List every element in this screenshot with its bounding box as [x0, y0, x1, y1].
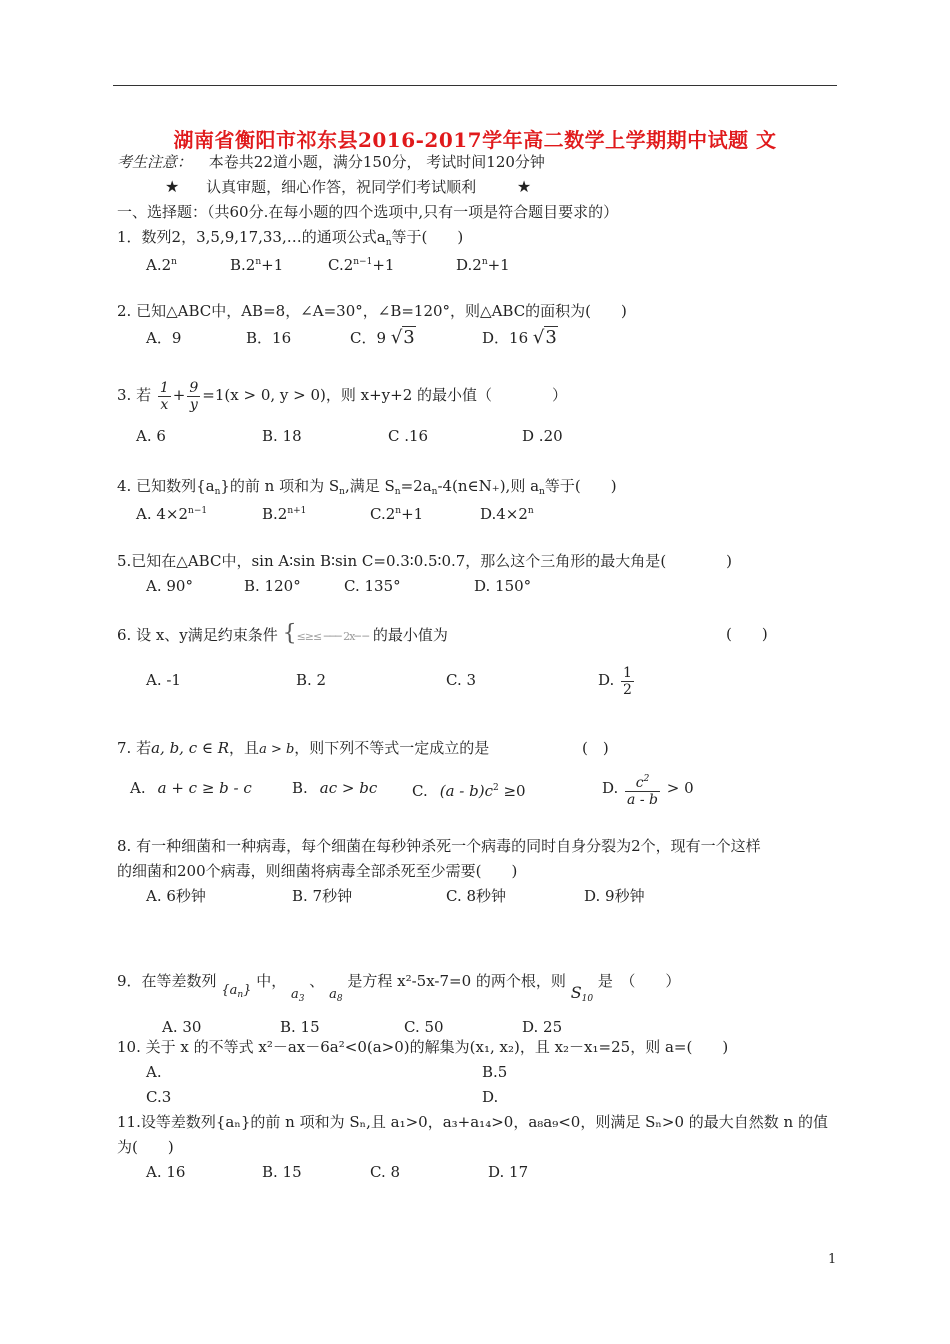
- q6-option-c: C. 3: [446, 671, 477, 689]
- q3-option-c: C .16: [388, 427, 429, 445]
- question-3-stem: 3. 若 $\frac{1}{x}$ + $\frac{9}{y}$ =1(x > 0, y > 0)，则 x+y+2 的最小值（ ）: [117, 379, 568, 413]
- q4-option-c: $C.2^n+1$: [370, 505, 424, 523]
- question-11-line-1: 11.设等差数列{aₙ}的前 n 项和为 Sₙ,且 a₁>0，a₃+a₁₄>0，a₈a₉<0，则满足 Sₙ>0 的最大自然数 n 的值: [117, 1113, 828, 1131]
- q10-option-c: C.3: [146, 1088, 172, 1106]
- motto-line: [165, 177, 531, 197]
- fraction: $\frac{1}{2}$: [623, 664, 632, 698]
- star-icon: ★: [165, 177, 180, 196]
- question-5-stem: 5.已知在△ABC中，sin A∶sin B∶sin C=0.3∶0.5∶0.7，那么这个三角形的最大角是( ): [117, 552, 733, 570]
- q3-option-b: B. 18: [262, 427, 302, 445]
- notice-text: 本卷共22道小题，满分150分， 考试时间120分钟: [208, 153, 545, 171]
- question-4-stem: 4. 已知数列$\{a_n\}$的前 n 项和为 $S_n$,满足 $S_n=2a_n-4(n\in N_+)$,则 $a_n$等于( ): [117, 477, 617, 497]
- q9-option-a: A. 30: [162, 1018, 202, 1036]
- q5-option-b: B. 120°: [244, 577, 301, 595]
- q1-option-a: A.2$^n$: [146, 256, 177, 274]
- q2-option-a: A．9: [146, 329, 182, 347]
- sqrt-sign: √3: [532, 327, 557, 348]
- sum-s10: $S_{10}$: [570, 983, 594, 1004]
- q5-option-a: A. 90°: [146, 577, 193, 595]
- q5-option-c: C. 135°: [344, 577, 401, 595]
- question-10-stem: 10. 关于 x 的不等式 x²－ax－6a²<0(a>0)的解集为(x₁, x₂)，且 x₂－x₁=25，则 a=( ): [117, 1038, 729, 1056]
- question-6-stem: 6. 设 x、y满足约束条件 {≤≥≤ ─── 2x─ ─ 的最小值为: [117, 621, 448, 646]
- notice-label: 考生注意：: [117, 153, 193, 171]
- q11-option-b: B. 15: [262, 1163, 302, 1181]
- q1-option-c: $C.2^{n-1}+1$: [328, 256, 395, 274]
- illegible-constraint: ≤≥≤ ─── 2x─ ─: [296, 630, 369, 643]
- q9-option-b: B. 15: [280, 1018, 320, 1036]
- sqrt-sign: √3: [390, 327, 415, 348]
- q6-option-d: D. $\frac{1}{2}$: [598, 664, 632, 698]
- question-8-line-2: 的细菌和200个病毒，则细菌将病毒全部杀死至少需要( ): [117, 862, 518, 880]
- q7-option-a: A. a + c ≥ b - c: [130, 779, 252, 797]
- section-heading: 一、选择题：（共60分.在每小题的四个选项中,只有一项是符合题目要求的）: [117, 203, 619, 221]
- q7-option-c: C. $(a - b)c^2 \ge 0$: [412, 782, 526, 800]
- q10-option-a: A.: [146, 1063, 162, 1081]
- q4-option-d: $D.4\times 2^n$: [480, 505, 534, 523]
- q11-option-c: C. 8: [370, 1163, 401, 1181]
- q10-option-d: D.: [482, 1088, 499, 1106]
- header-rule: [113, 85, 837, 86]
- q4-option-a: A. $4\times 2^{n-1}$: [136, 505, 208, 523]
- q4-option-b: $B.2^{n+1}$: [262, 505, 307, 523]
- q2-option-d: D．16 √3: [482, 327, 557, 348]
- q11-option-d: D. 17: [488, 1163, 529, 1181]
- q8-option-a: A. 6秒钟: [146, 887, 206, 905]
- term-a8: $a_8$: [329, 987, 343, 1004]
- q1-option-b: $B.2^n+1$: [230, 256, 284, 274]
- q3-option-a: A. 6: [136, 427, 166, 445]
- star-icon: ★: [516, 177, 532, 196]
- fraction: $\frac{9}{y}$: [189, 379, 199, 413]
- q9-option-c: C. 50: [404, 1018, 444, 1036]
- constraint-brace: {: [282, 621, 297, 646]
- question-2-stem: 2. 已知△ABC中，AB=8，∠A=30°，∠B=120°，则△ABC的面积为( ): [117, 302, 627, 320]
- sequence-an: $\{a_n\}$: [221, 983, 252, 1000]
- q10-option-b: B.5: [482, 1063, 508, 1081]
- q3-option-d: D .20: [522, 427, 563, 445]
- question-9-stem: 9．在等差数列 $\{a_n\}$ 中， $a_3$ 、 $a_8$ 是方程 x²-5x-7=0 的两个根，则 $S_{10}$ 是 （ ）: [117, 972, 681, 1004]
- q8-option-d: D. 9秒钟: [584, 887, 645, 905]
- q7-option-d: D. $\frac{c^2}{a - b}$ > 0: [602, 764, 694, 812]
- motto-text: 认真审题，细心作答，祝同学们考试顺利: [206, 178, 477, 196]
- fraction: $\frac{1}{x}$: [159, 379, 169, 413]
- notice-line: [117, 152, 545, 172]
- q6-answer-paren: ( ): [726, 625, 768, 643]
- question-11-line-2: 为( ): [117, 1138, 174, 1156]
- question-7-stem: 7. 若a, b, c ∈ R，且a > b，则下列不等式一定成立的是: [117, 739, 490, 757]
- question-8-line-1: 8. 有一种细菌和一种病毒，每个细菌在每秒钟杀死一个病毒的同时自身分裂为2个，现有一个这样: [117, 837, 761, 855]
- page-title: 湖南省衡阳市祁东县2016-2017学年高二数学上学期期中试题 文: [173, 128, 777, 152]
- q1-option-d: $D.2^n+1$: [456, 256, 510, 274]
- q9-option-d: D. 25: [522, 1018, 563, 1036]
- q2-option-c: C．9 √3: [350, 327, 415, 348]
- fraction: $\frac{c^2}{a - b}$: [625, 771, 660, 808]
- question-1-stem: 1．数列2，3,5,9,17,33,…的通项公式$a_n$等于( ): [117, 228, 464, 248]
- q6-option-b: B. 2: [296, 671, 327, 689]
- q2-option-b: B．16: [246, 329, 292, 347]
- term-a3: $a_3$: [291, 987, 305, 1004]
- q11-option-a: A. 16: [146, 1163, 186, 1181]
- q5-option-d: D. 150°: [474, 577, 532, 595]
- q7-option-b: B. ac > bc: [292, 779, 378, 797]
- q8-option-b: B. 7秒钟: [292, 887, 353, 905]
- page-number: 1: [828, 1252, 837, 1267]
- q7-answer-paren: ( ): [582, 739, 609, 757]
- q6-option-a: A. -1: [146, 671, 181, 689]
- q8-option-c: C. 8秒钟: [446, 887, 507, 905]
